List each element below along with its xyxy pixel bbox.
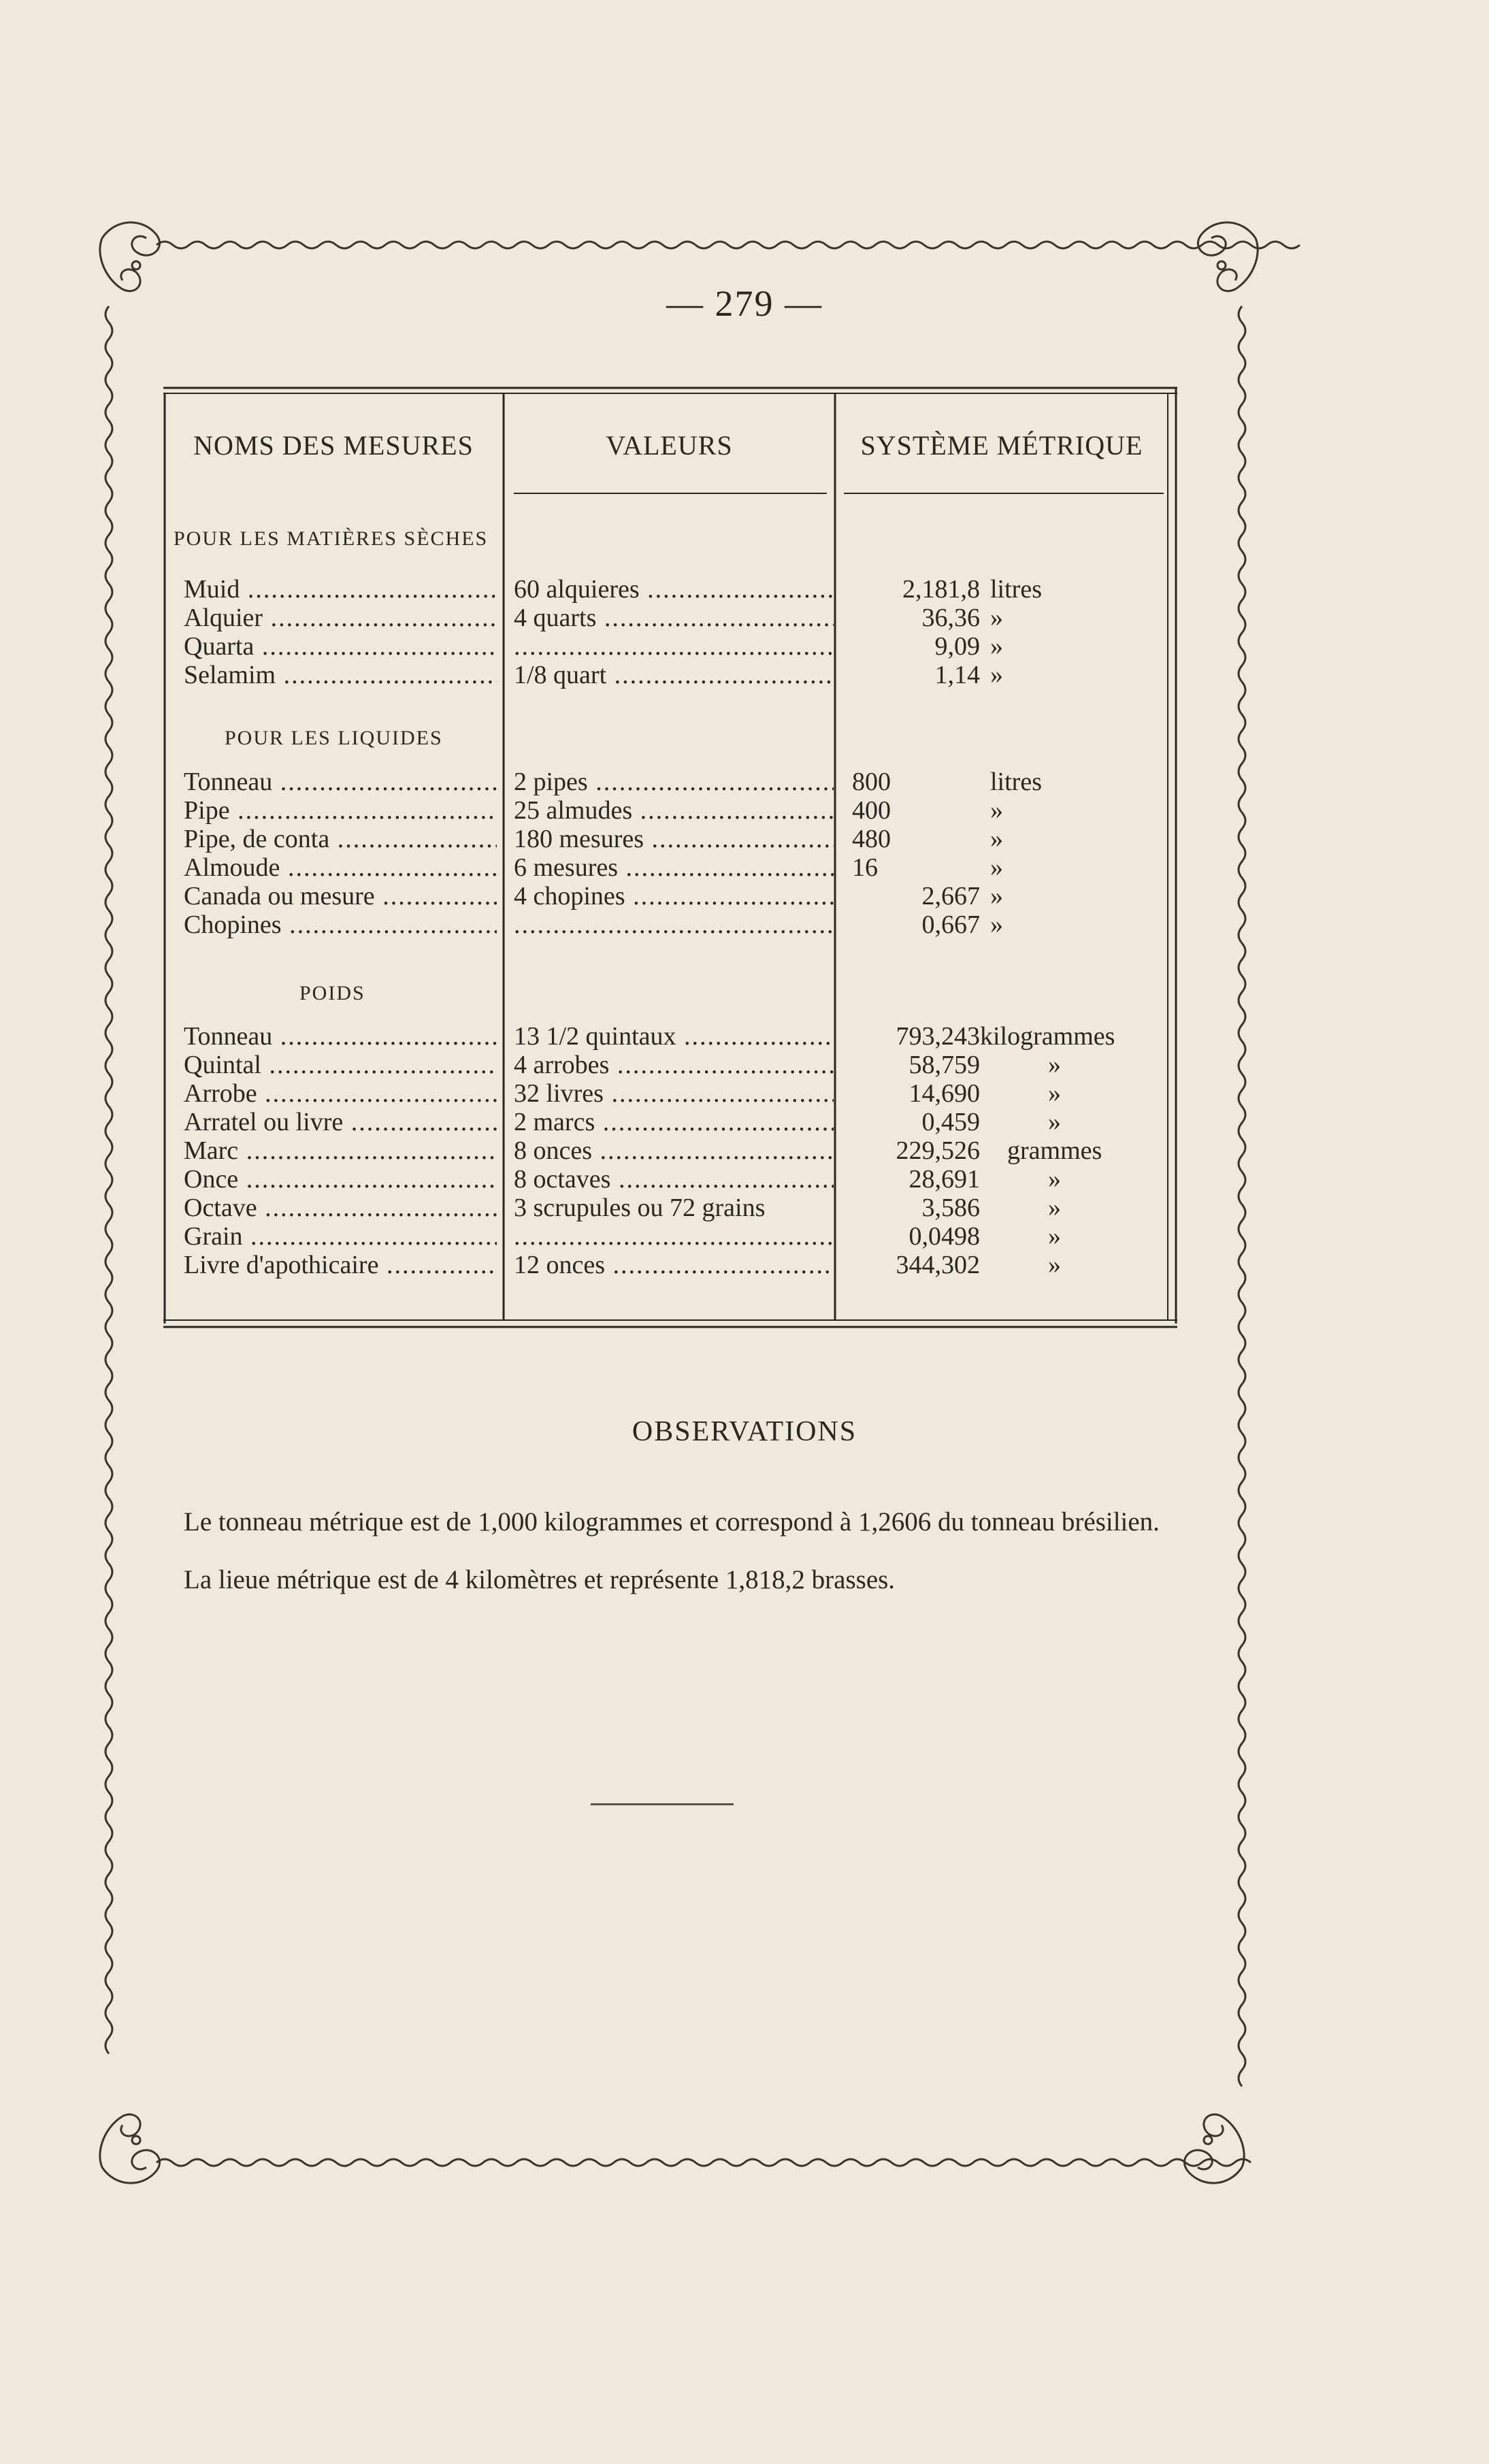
metric-unit: kilogrammes bbox=[980, 1022, 1115, 1051]
measure-value bbox=[514, 1222, 834, 1251]
metric-unit: » bbox=[1048, 1079, 1061, 1108]
measure-name: Octave ..... bbox=[184, 1194, 497, 1222]
corner-flourish-bottom-left bbox=[100, 2114, 160, 2183]
measure-name: Tonneau ..... bbox=[184, 768, 497, 796]
metric-unit: » bbox=[1048, 1222, 1061, 1251]
table-row bbox=[163, 604, 1177, 632]
table-row bbox=[163, 1222, 1177, 1251]
table-row bbox=[163, 632, 1177, 661]
metric-unit: » bbox=[1048, 1251, 1061, 1279]
header-values: VALEURS bbox=[606, 430, 733, 461]
measure-value: 4 quarts ..... bbox=[514, 604, 834, 632]
metric-number: 14,690 bbox=[909, 1079, 980, 1108]
metric-number: 344,302 bbox=[896, 1251, 980, 1279]
measure-name: Quintal ..... bbox=[184, 1051, 497, 1079]
measure-value: 180 mesures ..... bbox=[514, 825, 834, 853]
table-row bbox=[163, 910, 1177, 939]
metric-number: 58,759 bbox=[909, 1051, 980, 1079]
table-row bbox=[163, 1079, 1177, 1108]
metric-unit: » bbox=[990, 882, 1003, 910]
measure-value: 8 onces ..... bbox=[514, 1136, 834, 1165]
measure-name: Quarta ..... bbox=[184, 632, 497, 661]
closing-rule bbox=[591, 1803, 734, 1805]
metric-number: 800 bbox=[852, 768, 891, 796]
measure-value: 13 1/2 quintaux ..... bbox=[514, 1022, 834, 1051]
metric-unit: » bbox=[1048, 1194, 1061, 1222]
measure-name: Almoude ..... bbox=[184, 853, 497, 882]
metric-unit: grammes bbox=[1007, 1136, 1102, 1165]
metric-number: 0,667 bbox=[921, 910, 980, 939]
metric-number: 480 bbox=[852, 825, 891, 853]
measure-name: Pipe, de conta ..... bbox=[184, 825, 497, 853]
measure-value: 4 chopines ..... bbox=[514, 882, 834, 910]
measure-name: Arrobe ..... bbox=[184, 1079, 497, 1108]
metric-unit: » bbox=[990, 604, 1003, 632]
table-row bbox=[163, 796, 1177, 825]
measure-name: Livre d'apothicaire ..... bbox=[184, 1251, 497, 1279]
observations-title: OBSERVATIONS bbox=[632, 1416, 857, 1447]
metric-number: 9,09 bbox=[934, 632, 980, 661]
corner-flourish-top-left bbox=[100, 223, 160, 291]
measure-value: 25 almudes ..... bbox=[514, 796, 834, 825]
measure-name: Alquier ..... bbox=[184, 604, 497, 632]
measure-value: 60 alquieres ..... bbox=[514, 575, 834, 604]
section-title-liquids: POUR LES LIQUIDES bbox=[225, 727, 443, 749]
measure-value: 8 octaves ..... bbox=[514, 1165, 834, 1194]
metric-number: 0,459 bbox=[921, 1108, 980, 1136]
corner-flourish-bottom-right bbox=[1184, 2114, 1244, 2183]
metric-unit: » bbox=[1048, 1108, 1061, 1136]
measure-name: Marc ..... bbox=[184, 1136, 497, 1165]
metric-number: 793,243 bbox=[896, 1022, 980, 1051]
measures-table bbox=[163, 384, 1177, 1330]
corner-flourish-top-right bbox=[1198, 223, 1258, 291]
table-row bbox=[163, 853, 1177, 882]
metric-number: 36,36 bbox=[921, 604, 980, 632]
measure-value: 2 pipes ..... bbox=[514, 768, 834, 796]
measure-name: Arratel ou livre ..... bbox=[184, 1108, 497, 1136]
metric-number: 400 bbox=[852, 796, 891, 825]
bottom-wavy-rule bbox=[157, 2159, 1251, 2166]
section-title-dry: POUR LES MATIÈRES SÈCHES bbox=[174, 527, 489, 550]
header-metric: SYSTÈME MÉTRIQUE bbox=[860, 430, 1143, 461]
measure-value: 6 mesures ..... bbox=[514, 853, 834, 882]
table-row bbox=[163, 1165, 1177, 1194]
measure-value: 3 scrupules ou 72 grains bbox=[514, 1194, 766, 1222]
observation-paragraph: La lieue métrique est de 4 kilomètres et représente 1,818,2 brasses. bbox=[184, 1565, 896, 1594]
measure-name: Muid ..... bbox=[184, 575, 497, 604]
metric-number: 2,181,8 bbox=[902, 575, 980, 604]
metric-unit: » bbox=[1048, 1051, 1061, 1079]
metric-unit: » bbox=[990, 853, 1003, 882]
table-row bbox=[163, 661, 1177, 689]
measure-value bbox=[514, 632, 834, 661]
metric-number: 0,0498 bbox=[909, 1222, 980, 1251]
metric-unit: litres bbox=[990, 768, 1042, 796]
measure-value: 12 onces ..... bbox=[514, 1251, 834, 1279]
table-row bbox=[163, 1022, 1177, 1051]
table-row bbox=[163, 882, 1177, 910]
measure-name: Pipe ..... bbox=[184, 796, 497, 825]
table-row bbox=[163, 1251, 1177, 1279]
metric-unit: » bbox=[1048, 1165, 1061, 1194]
measure-value: 4 arrobes ..... bbox=[514, 1051, 834, 1079]
measure-name: Tonneau ..... bbox=[184, 1022, 497, 1051]
metric-unit: » bbox=[990, 910, 1003, 939]
table-row bbox=[163, 768, 1177, 796]
measure-name: Grain ..... bbox=[184, 1222, 497, 1251]
metric-number: 229,526 bbox=[896, 1136, 980, 1165]
section-title-weights: POIDS bbox=[299, 982, 365, 1004]
measure-name: Selamim ..... bbox=[184, 661, 497, 689]
table-row bbox=[163, 1051, 1177, 1079]
metric-unit: » bbox=[990, 796, 1003, 825]
page-number: — 279 — bbox=[666, 283, 823, 324]
measure-name: Canada ou mesure ..... bbox=[184, 882, 497, 910]
metric-unit: litres bbox=[990, 575, 1042, 604]
measure-name: Chopines ..... bbox=[184, 910, 497, 939]
metric-number: 16 bbox=[852, 853, 878, 882]
table-row bbox=[163, 1136, 1177, 1165]
metric-number: 2,667 bbox=[921, 882, 980, 910]
metric-number: 28,691 bbox=[909, 1165, 980, 1194]
table-row bbox=[163, 825, 1177, 853]
measure-value: 1/8 quart ..... bbox=[514, 661, 834, 689]
table-row bbox=[163, 575, 1177, 604]
table-row bbox=[163, 1108, 1177, 1136]
top-wavy-rule bbox=[157, 242, 1300, 248]
metric-number: 1,14 bbox=[934, 661, 980, 689]
metric-unit: » bbox=[990, 632, 1003, 661]
observation-paragraph: Le tonneau métrique est de 1,000 kilogrammes et correspond à 1,2606 du tonneau brésilien. bbox=[184, 1507, 1160, 1537]
metric-unit: » bbox=[990, 825, 1003, 853]
measure-value: 2 marcs ..... bbox=[514, 1108, 834, 1136]
measure-value: 32 livres ..... bbox=[514, 1079, 834, 1108]
metric-unit: » bbox=[990, 661, 1003, 689]
header-names: NOMS DES MESURES bbox=[193, 430, 474, 461]
measure-name: Once ..... bbox=[184, 1165, 497, 1194]
metric-number: 3,586 bbox=[921, 1194, 980, 1222]
right-wavy-rule bbox=[1239, 306, 1245, 2086]
measure-value bbox=[514, 910, 834, 939]
left-wavy-rule bbox=[105, 306, 112, 2054]
table-row bbox=[163, 1194, 1177, 1222]
